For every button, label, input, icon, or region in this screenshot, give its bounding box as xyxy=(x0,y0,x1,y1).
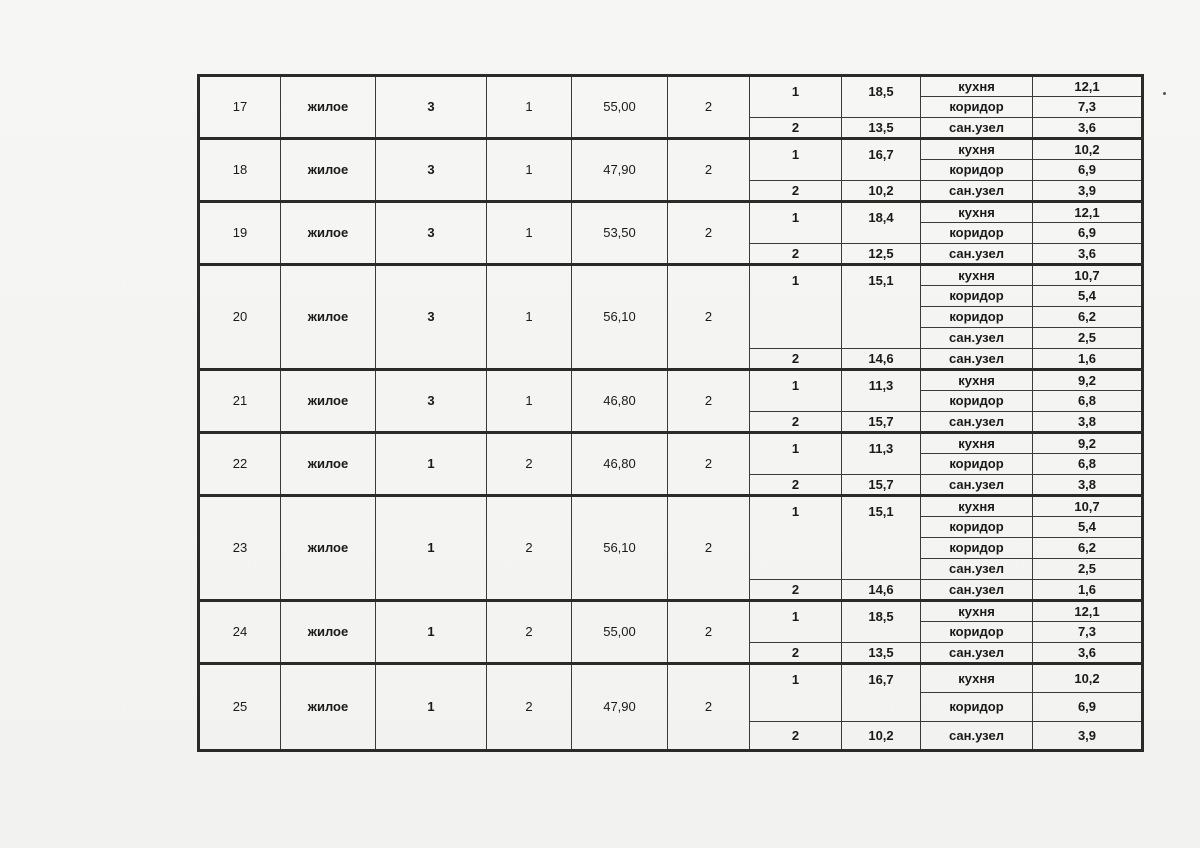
rooms-count-cell: 2 xyxy=(668,664,750,751)
room-area-cell: 14,6 xyxy=(842,580,921,601)
rooms-count-cell: 2 xyxy=(668,370,750,433)
floor-cell: 2 xyxy=(487,601,572,664)
auxiliary-room-area-cell: 6,2 xyxy=(1033,307,1143,328)
floor-cell: 1 xyxy=(487,370,572,433)
auxiliary-room-area-cell: 7,3 xyxy=(1033,97,1143,118)
room-area-cell: 15,7 xyxy=(842,475,921,496)
auxiliary-room-name-cell: сан.узел xyxy=(921,643,1033,664)
room-number-cell: 2 xyxy=(750,181,842,202)
auxiliary-room-name-cell: коридор xyxy=(921,286,1033,307)
auxiliary-room-name-cell: кухня xyxy=(921,202,1033,223)
room-number-cell: 1 xyxy=(750,139,842,181)
premises-type-cell: жилое xyxy=(281,601,376,664)
premises-type-cell: жилое xyxy=(281,433,376,496)
auxiliary-room-area-cell: 6,8 xyxy=(1033,391,1143,412)
apartment-number-cell: 21 xyxy=(199,370,281,433)
room-area-cell: 18,5 xyxy=(842,601,921,643)
room-number-cell: 2 xyxy=(750,412,842,433)
room-area-cell: 12,5 xyxy=(842,244,921,265)
room-number-cell: 1 xyxy=(750,202,842,244)
auxiliary-room-name-cell: коридор xyxy=(921,693,1033,722)
apartment-number-cell: 20 xyxy=(199,265,281,370)
auxiliary-room-name-cell: коридор xyxy=(921,622,1033,643)
premises-type-cell: жилое xyxy=(281,76,376,139)
auxiliary-room-area-cell: 3,6 xyxy=(1033,244,1143,265)
total-area-cell: 55,00 xyxy=(572,601,668,664)
room-area-cell: 11,3 xyxy=(842,370,921,412)
floor-cell: 1 xyxy=(487,265,572,370)
apartment-number-cell: 23 xyxy=(199,496,281,601)
table-row xyxy=(199,496,1143,517)
total-area-cell: 47,90 xyxy=(572,139,668,202)
auxiliary-room-area-cell: 3,9 xyxy=(1033,181,1143,202)
auxiliary-room-area-cell: 3,6 xyxy=(1033,643,1143,664)
room-number-cell: 1 xyxy=(750,601,842,643)
total-area-cell: 53,50 xyxy=(572,202,668,265)
auxiliary-room-name-cell: коридор xyxy=(921,160,1033,181)
premises-type-cell: жилое xyxy=(281,664,376,751)
floor-cell: 1 xyxy=(487,202,572,265)
apartment-number-cell: 24 xyxy=(199,601,281,664)
auxiliary-room-area-cell: 1,6 xyxy=(1033,349,1143,370)
auxiliary-room-name-cell: кухня xyxy=(921,265,1033,286)
table-row xyxy=(199,433,1143,454)
apartment-number-cell: 17 xyxy=(199,76,281,139)
auxiliary-room-name-cell: кухня xyxy=(921,496,1033,517)
auxiliary-room-name-cell: сан.узел xyxy=(921,118,1033,139)
auxiliary-room-area-cell: 6,9 xyxy=(1033,223,1143,244)
total-area-cell: 56,10 xyxy=(572,265,668,370)
table-row xyxy=(199,265,1143,286)
auxiliary-room-name-cell: коридор xyxy=(921,391,1033,412)
auxiliary-room-area-cell: 2,5 xyxy=(1033,559,1143,580)
auxiliary-room-area-cell: 5,4 xyxy=(1033,517,1143,538)
auxiliary-room-name-cell: сан.узел xyxy=(921,559,1033,580)
auxiliary-room-name-cell: кухня xyxy=(921,370,1033,391)
entrance-cell: 3 xyxy=(376,76,487,139)
floor-cell: 1 xyxy=(487,139,572,202)
rooms-count-cell: 2 xyxy=(668,76,750,139)
room-area-cell: 18,5 xyxy=(842,76,921,118)
room-area-cell: 14,6 xyxy=(842,349,921,370)
premises-type-cell: жилое xyxy=(281,139,376,202)
room-area-cell: 16,7 xyxy=(842,139,921,181)
room-number-cell: 2 xyxy=(750,722,842,751)
rooms-count-cell: 2 xyxy=(668,202,750,265)
rooms-count-cell: 2 xyxy=(668,496,750,601)
table-row xyxy=(199,370,1143,391)
room-area-cell: 15,7 xyxy=(842,412,921,433)
room-area-cell: 10,2 xyxy=(842,181,921,202)
floor-cell: 1 xyxy=(487,76,572,139)
room-number-cell: 2 xyxy=(750,244,842,265)
auxiliary-room-area-cell: 6,2 xyxy=(1033,538,1143,559)
auxiliary-room-name-cell: коридор xyxy=(921,307,1033,328)
room-number-cell: 1 xyxy=(750,76,842,118)
auxiliary-room-name-cell: сан.узел xyxy=(921,580,1033,601)
room-area-cell: 11,3 xyxy=(842,433,921,475)
room-area-cell: 13,5 xyxy=(842,643,921,664)
apartment-number-cell: 19 xyxy=(199,202,281,265)
auxiliary-room-name-cell: сан.узел xyxy=(921,412,1033,433)
entrance-cell: 1 xyxy=(376,433,487,496)
entrance-cell: 3 xyxy=(376,265,487,370)
room-area-cell: 18,4 xyxy=(842,202,921,244)
auxiliary-room-area-cell: 5,4 xyxy=(1033,286,1143,307)
entrance-cell: 1 xyxy=(376,496,487,601)
rooms-count-cell: 2 xyxy=(668,601,750,664)
room-area-cell: 13,5 xyxy=(842,118,921,139)
auxiliary-room-area-cell: 9,2 xyxy=(1033,433,1143,454)
auxiliary-room-name-cell: сан.узел xyxy=(921,475,1033,496)
floor-cell: 2 xyxy=(487,433,572,496)
auxiliary-room-area-cell: 3,8 xyxy=(1033,412,1143,433)
total-area-cell: 46,80 xyxy=(572,370,668,433)
scan-speck xyxy=(1163,92,1166,95)
room-number-cell: 2 xyxy=(750,580,842,601)
auxiliary-room-area-cell: 6,8 xyxy=(1033,454,1143,475)
auxiliary-room-area-cell: 10,7 xyxy=(1033,265,1143,286)
total-area-cell: 46,80 xyxy=(572,433,668,496)
apartment-number-cell: 22 xyxy=(199,433,281,496)
room-area-cell: 16,7 xyxy=(842,664,921,722)
table-row xyxy=(199,202,1143,223)
auxiliary-room-name-cell: сан.узел xyxy=(921,244,1033,265)
room-number-cell: 2 xyxy=(750,118,842,139)
premises-type-cell: жилое xyxy=(281,265,376,370)
room-number-cell: 1 xyxy=(750,496,842,580)
room-area-cell: 10,2 xyxy=(842,722,921,751)
floor-cell: 2 xyxy=(487,664,572,751)
auxiliary-room-area-cell: 12,1 xyxy=(1033,76,1143,97)
auxiliary-room-name-cell: коридор xyxy=(921,538,1033,559)
apartments-table xyxy=(197,74,1144,752)
premises-type-cell: жилое xyxy=(281,370,376,433)
auxiliary-room-area-cell: 3,9 xyxy=(1033,722,1143,751)
total-area-cell: 56,10 xyxy=(572,496,668,601)
auxiliary-room-area-cell: 2,5 xyxy=(1033,328,1143,349)
room-number-cell: 1 xyxy=(750,664,842,722)
entrance-cell: 3 xyxy=(376,139,487,202)
auxiliary-room-area-cell: 3,8 xyxy=(1033,475,1143,496)
floor-cell: 2 xyxy=(487,496,572,601)
room-area-cell: 15,1 xyxy=(842,265,921,349)
apartment-number-cell: 25 xyxy=(199,664,281,751)
total-area-cell: 55,00 xyxy=(572,76,668,139)
room-number-cell: 1 xyxy=(750,433,842,475)
room-number-cell: 2 xyxy=(750,349,842,370)
auxiliary-room-area-cell: 10,2 xyxy=(1033,664,1143,693)
auxiliary-room-name-cell: коридор xyxy=(921,97,1033,118)
rooms-count-cell: 2 xyxy=(668,265,750,370)
premises-type-cell: жилое xyxy=(281,496,376,601)
table-row xyxy=(199,664,1143,693)
entrance-cell: 3 xyxy=(376,370,487,433)
auxiliary-room-name-cell: кухня xyxy=(921,76,1033,97)
auxiliary-room-name-cell: коридор xyxy=(921,454,1033,475)
auxiliary-room-area-cell: 9,2 xyxy=(1033,370,1143,391)
auxiliary-room-name-cell: сан.узел xyxy=(921,328,1033,349)
auxiliary-room-name-cell: кухня xyxy=(921,433,1033,454)
auxiliary-room-area-cell: 3,6 xyxy=(1033,118,1143,139)
auxiliary-room-name-cell: кухня xyxy=(921,664,1033,693)
auxiliary-room-name-cell: коридор xyxy=(921,517,1033,538)
auxiliary-room-area-cell: 6,9 xyxy=(1033,160,1143,181)
auxiliary-room-name-cell: коридор xyxy=(921,223,1033,244)
auxiliary-room-area-cell: 6,9 xyxy=(1033,693,1143,722)
auxiliary-room-name-cell: кухня xyxy=(921,601,1033,622)
table-row xyxy=(199,139,1143,160)
entrance-cell: 1 xyxy=(376,601,487,664)
auxiliary-room-name-cell: сан.узел xyxy=(921,722,1033,751)
room-number-cell: 2 xyxy=(750,643,842,664)
auxiliary-room-name-cell: сан.узел xyxy=(921,349,1033,370)
table-row xyxy=(199,76,1143,97)
room-number-cell: 1 xyxy=(750,370,842,412)
table-row xyxy=(199,601,1143,622)
room-number-cell: 1 xyxy=(750,265,842,349)
auxiliary-room-area-cell: 7,3 xyxy=(1033,622,1143,643)
room-number-cell: 2 xyxy=(750,475,842,496)
auxiliary-room-area-cell: 10,2 xyxy=(1033,139,1143,160)
auxiliary-room-area-cell: 1,6 xyxy=(1033,580,1143,601)
entrance-cell: 1 xyxy=(376,664,487,751)
auxiliary-room-area-cell: 12,1 xyxy=(1033,202,1143,223)
auxiliary-room-area-cell: 10,7 xyxy=(1033,496,1143,517)
auxiliary-room-name-cell: сан.узел xyxy=(921,181,1033,202)
premises-type-cell: жилое xyxy=(281,202,376,265)
rooms-count-cell: 2 xyxy=(668,139,750,202)
rooms-count-cell: 2 xyxy=(668,433,750,496)
entrance-cell: 3 xyxy=(376,202,487,265)
apartment-number-cell: 18 xyxy=(199,139,281,202)
auxiliary-room-area-cell: 12,1 xyxy=(1033,601,1143,622)
auxiliary-room-name-cell: кухня xyxy=(921,139,1033,160)
total-area-cell: 47,90 xyxy=(572,664,668,751)
room-area-cell: 15,1 xyxy=(842,496,921,580)
